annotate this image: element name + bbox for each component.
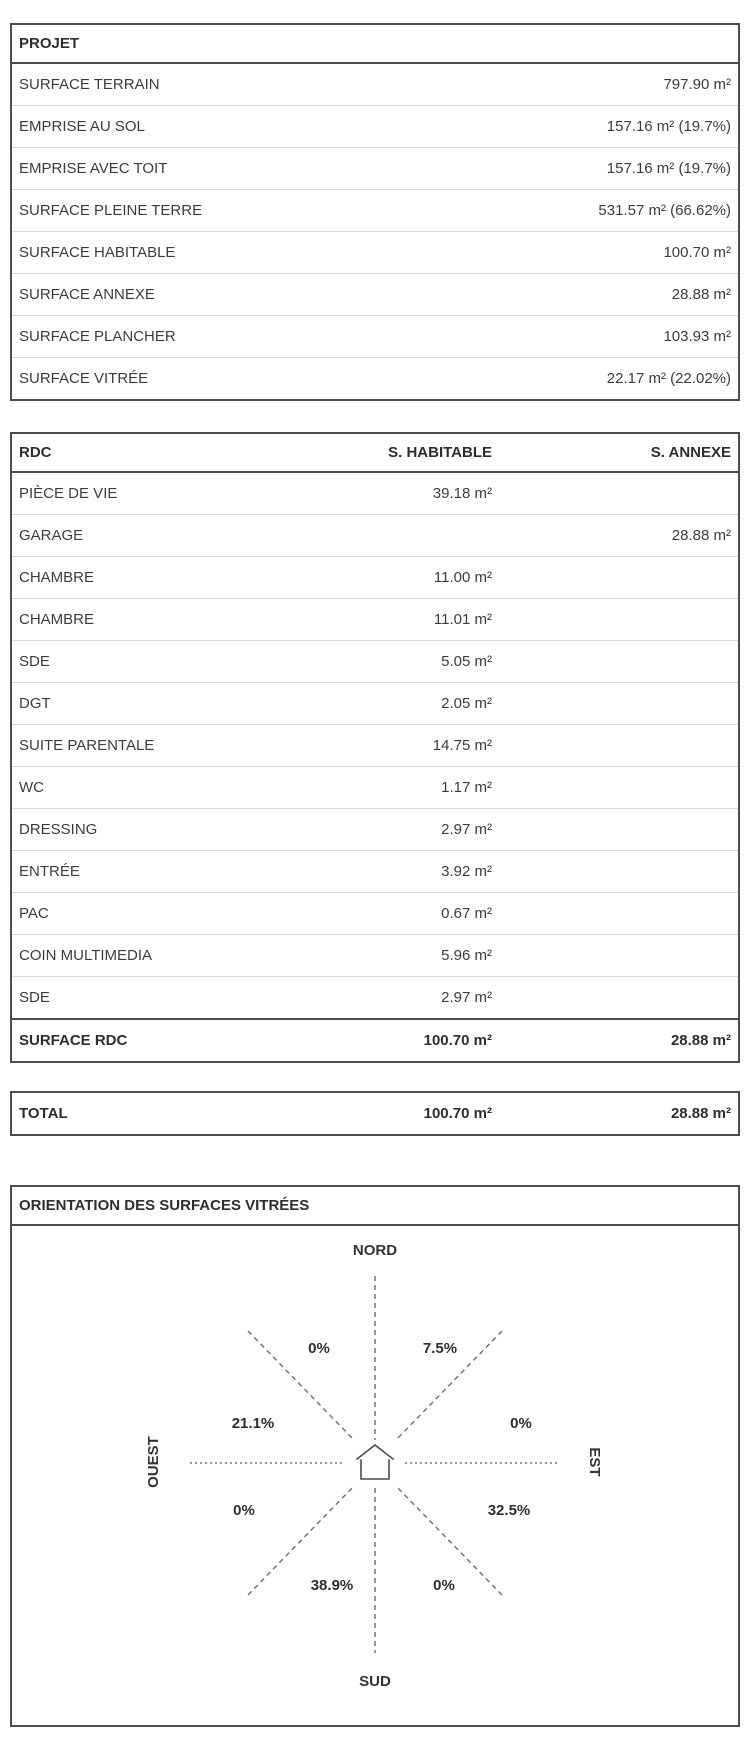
rdc-table-header [12,434,738,473]
table-row [12,357,738,399]
subtotal-habitable: 100.70 m² [423,1032,492,1049]
table-row [12,514,738,556]
row-label: WC [19,779,44,796]
table-row [12,724,738,766]
row-habitable: 1.17 m² [441,779,492,796]
sector-value-sse: 0% [433,1577,455,1594]
row-label: GARAGE [19,527,84,544]
row-label: SUITE PARENTALE [19,737,155,754]
sector-value-nne: 7.5% [422,1340,458,1357]
total-habitable: 100.70 m² [423,1105,492,1122]
row-value: 28.88 m² [671,286,731,303]
sector-value-wsw: 0% [233,1502,255,1519]
table-row [12,315,738,357]
row-habitable: 5.05 m² [441,653,492,670]
row-habitable: 3.92 m² [441,863,492,880]
row-habitable: 0.67 m² [441,905,492,922]
projet-table-title: PROJET [19,35,80,52]
row-habitable: 11.00 m² [433,569,492,586]
row-label: SURFACE PLANCHER [19,328,176,345]
table-row [12,934,738,976]
direction-label-west: OUEST [145,1436,162,1488]
row-label: PAC [19,905,49,922]
sector-value-wnw: 21.1% [231,1415,275,1432]
row-label: SURFACE PLEINE TERRE [19,202,203,219]
table-row [12,64,738,105]
row-label: DRESSING [19,821,98,838]
direction-label-north: NORD [352,1242,398,1259]
row-label: CHAMBRE [19,569,95,586]
column-header-annexe: S. ANNEXE [650,444,731,461]
row-value: 797.90 m² [663,76,731,93]
projet-table-header [12,25,738,64]
row-label: SURFACE VITRÉE [19,370,149,387]
total-label: TOTAL [19,1105,68,1122]
table-row [12,147,738,189]
row-habitable: 2.05 m² [441,695,492,712]
row-label: SURFACE TERRAIN [19,76,160,93]
row-value: 100.70 m² [663,244,731,261]
sector-value-nnw: 0% [308,1340,330,1357]
row-label: DGT [19,695,51,712]
subtotal-annexe: 28.88 m² [670,1032,731,1049]
direction-label-east: EST [586,1447,603,1477]
row-value: 157.16 m² (19.7%) [606,118,731,135]
table-row [12,556,738,598]
column-header-habitable: S. HABITABLE [388,444,492,461]
orientation-title: ORIENTATION DES SURFACES VITRÉES [19,1197,310,1214]
row-label: PIÈCE DE VIE [19,485,118,502]
row-habitable: 39.18 m² [432,485,492,502]
row-label: EMPRISE AVEC TOIT [19,160,168,177]
row-label: CHAMBRE [19,611,95,628]
total-table [10,1091,740,1136]
rdc-table-title: RDC [19,444,52,461]
row-label: SURFACE ANNEXE [19,286,155,303]
row-value: 531.57 m² (66.62%) [598,202,731,219]
direction-label-south: SUD [359,1673,391,1690]
total-annexe: 28.88 m² [670,1105,731,1122]
rdc-subtotal-row [12,1018,738,1061]
row-label: ENTRÉE [19,863,80,880]
row-habitable: 2.97 m² [441,821,492,838]
table-row [12,808,738,850]
sector-value-ssw: 38.9% [310,1577,354,1594]
table-row [12,105,738,147]
row-label: COIN MULTIMEDIA [19,947,153,964]
compass-svg [12,1226,738,1725]
table-row [12,189,738,231]
row-value: 22.17 m² (22.02%) [606,370,731,387]
row-habitable: 14.75 m² [432,737,492,754]
compass-diagram [12,1226,738,1725]
row-habitable: 2.97 m² [441,989,492,1006]
rdc-table [10,432,740,1063]
table-row [12,640,738,682]
table-row [12,892,738,934]
table-row [12,682,738,724]
orientation-panel [10,1185,740,1727]
table-row [12,850,738,892]
row-value: 157.16 m² (19.7%) [606,160,731,177]
table-row [12,473,738,514]
table-row [12,976,738,1018]
orientation-panel-header [12,1187,738,1226]
row-label: SDE [19,653,50,670]
row-value: 103.93 m² [663,328,731,345]
sector-value-ene: 0% [510,1415,532,1432]
table-row [12,766,738,808]
row-label: EMPRISE AU SOL [19,118,145,135]
row-annexe: 28.88 m² [671,527,731,544]
row-habitable: 11.01 m² [433,611,492,628]
projet-table [10,23,740,401]
table-row [12,231,738,273]
row-label: SURFACE HABITABLE [19,244,176,261]
row-label: SDE [19,989,50,1006]
sector-value-ese: 32.5% [487,1502,531,1519]
table-row [12,598,738,640]
table-row [12,273,738,315]
house-icon [357,1445,393,1479]
row-habitable: 5.96 m² [441,947,492,964]
subtotal-label: SURFACE RDC [19,1032,128,1049]
total-row [12,1093,738,1134]
